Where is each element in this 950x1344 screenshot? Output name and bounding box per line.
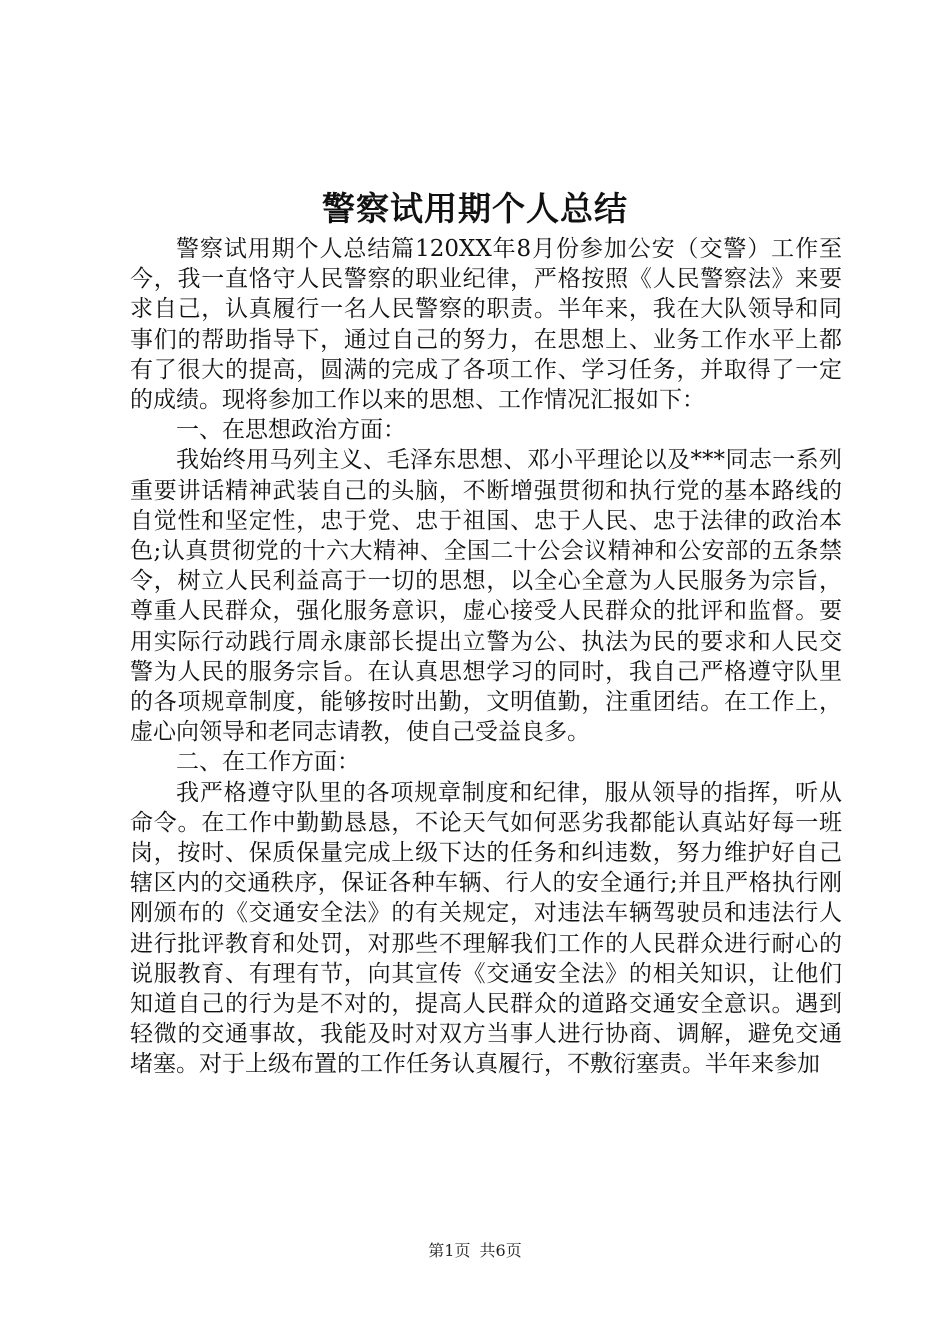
document-title: 警察试用期个人总结 [322, 189, 628, 228]
page-footer [0, 1239, 950, 1263]
page-total: 共6页 [479, 1241, 522, 1260]
intro-paragraph: 警察试用期个人总结篇120XX年8月份参加公安（交警）工作至今，我一直恪守人民警察的职业纪律，严格按照《人民警察法》来要求自己，认真履行一名人民警察的职责。半年来，我在大队领导和同事们的帮助指导下，通过自己的努力，在思想上、业务工作水平上都有了很大的提高，圆满的完成了各项工作、学习任务，并取得了一定的成绩。现将参加工作以来的思想、工作情况汇报如下： [130, 236, 842, 414]
section-heading-work: 二、在工作方面： [176, 749, 360, 776]
politics-paragraph: 我始终用马列主义、毛泽东思想、邓小平理论以及***同志一系列重要讲话精神武装自己的头脑，不断增强贯彻和执行党的基本路线的自觉性和坚定性，忠于党、忠于祖国、忠于人民、忠于法律的政治本色;认真贯彻党的十六大精神、全国二十公会议精神和公安部的五条禁令，树立人民利益高于一切的思想，以全心全意为人民服务为宗旨，尊重人民群众，强化服务意识，虚心接受人民群众的批评和监督。要用实际行动践行周永康部长提出立警为公、执法为民的要求和人民交警为人民的服务宗旨。在认真思想学习的同时，我自己严格遵守队里的各项规章制度，能够按时出勤，文明值勤，注重团结。在工作上，虚心向领导和老同志请教，使自己受益良多。 [130, 447, 842, 746]
work-paragraph: 我严格遵守队里的各项规章制度和纪律，服从领导的指挥，听从命令。在工作中勤勤恳恳，不论天气如何恶劣我都能认真站好每一班岗，按时、保质保量完成上级下达的任务和纠违数，努力维护好自己辖区内的交通秩序，保证各种车辆、行人的安全通行;并且严格执行刚刚颁布的《交通安全法》的有关规定，对违法车辆驾驶员和违法行人进行批评教育和处罚，对那些不理解我们工作的人民群众进行耐心的说服教育、有理有节，向其宣传《交通安全法》的相关知识，让他们知道自己的行为是不对的，提高人民群众的道路交通安全意识。遇到轻微的交通事故，我能及时对双方当事人进行协商、调解，避免交通堵塞。对于上级布置的工作任务认真履行，不敷衍塞责。半年来参加 [130, 779, 842, 1078]
section-heading-politics: 一、在思想政治方面： [176, 417, 406, 444]
page-number: 第1页 [428, 1241, 471, 1260]
document-body [130, 234, 842, 1080]
